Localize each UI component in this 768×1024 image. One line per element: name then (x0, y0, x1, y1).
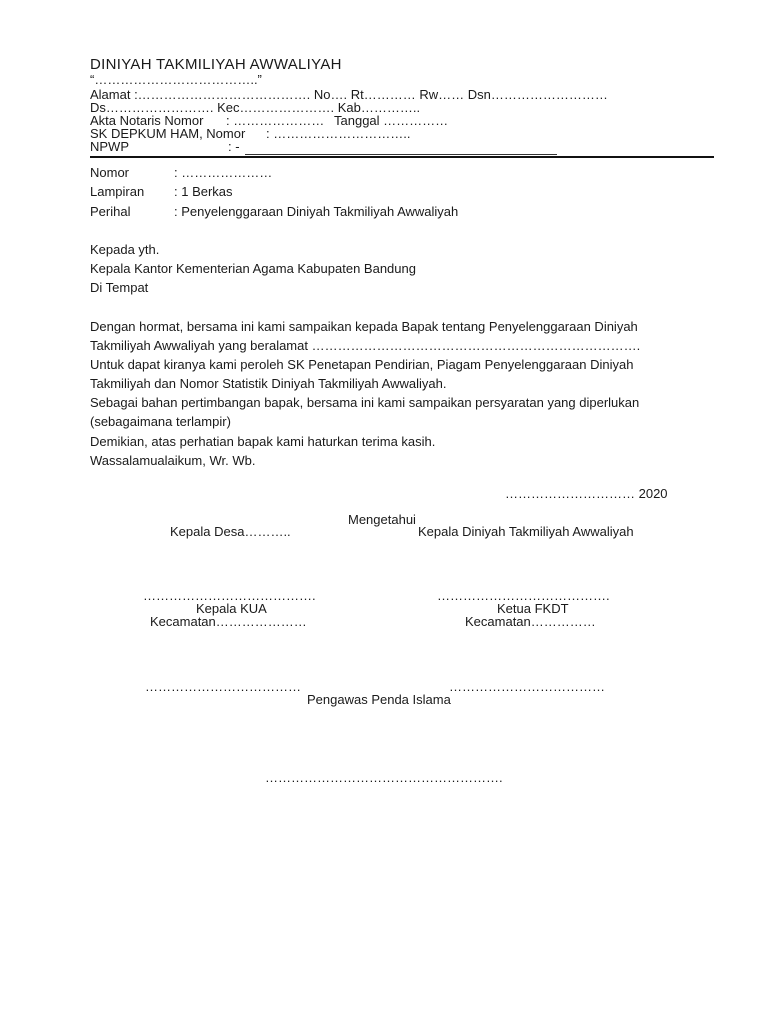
letter-date: ………………………… 2020 (505, 486, 668, 501)
address-line: Alamat :…………………………………. No…. Rt………… Rw…… Dsn……………………… (90, 87, 608, 102)
recipient-greeting: Kepada yth. (90, 242, 160, 257)
perihal-label: Perihal (90, 204, 131, 219)
body-line-6: (sebagaimana terlampir) (90, 414, 231, 429)
npwp-value: : - (228, 139, 240, 154)
lampiran-label: Lampiran (90, 184, 145, 199)
nomor-value: : ………………… (174, 165, 273, 180)
body-line-3: Untuk dapat kiranya kami peroleh SK Penetapan Pendirian, Piagam Penyelenggaraan Diniyah (90, 357, 634, 372)
kepala-desa-title: Kepala Desa……….. (170, 524, 291, 539)
institution-name-placeholder: “………………………………..” (90, 72, 262, 87)
letterhead-title: DINIYAH TAKMILIYAH AWWALIYAH (90, 56, 342, 73)
closing-salutation: Wassalamualaikum, Wr. Wb. (90, 453, 256, 468)
recipient-office: Kepala Kantor Kementerian Agama Kabupaten Bandung (90, 261, 416, 276)
body-line-4: Takmiliyah dan Nomor Statistik Diniyah Takmiliyah Awwaliyah. (90, 376, 447, 391)
signature-dots-right: …………………………………. (437, 588, 610, 603)
mengetahui-label: Mengetahui (348, 512, 416, 527)
body-line-2: Takmiliyah Awwaliyah yang beralamat …………………………………………………………………. (90, 338, 641, 353)
ketua-fkdt-title: Ketua FKDT (497, 601, 569, 616)
signature-dots-left-2: ……………………………… (145, 679, 301, 694)
letterhead-thin-rule (245, 154, 557, 155)
district-line: Ds……………………. Kec…………………. Kab………….. (90, 100, 421, 115)
lampiran-value: : 1 Berkas (174, 184, 233, 199)
body-line-7: Demikian, atas perhatian bapak kami haturkan terima kasih. (90, 434, 436, 449)
signature-dots-left: …………………………………. (143, 588, 316, 603)
kepala-kua-title: Kepala KUA (196, 601, 267, 616)
akta-label: Akta Notaris Nomor (90, 113, 204, 128)
letterhead-rule (90, 156, 714, 158)
signature-dots-right-2: ……………………………… (449, 679, 605, 694)
signature-dots-bottom: ………………………………………………. (265, 770, 503, 785)
kecamatan-left: Kecamatan………………… (150, 614, 307, 629)
akta-value: : ………………… (226, 113, 325, 128)
sk-label: SK DEPKUM HAM, Nomor (90, 126, 246, 141)
body-line-1: Dengan hormat, bersama ini kami sampaikan kepada Bapak tentang Penyelenggaraan Diniyah (90, 319, 638, 334)
nomor-label: Nomor (90, 165, 130, 180)
npwp-label: NPWP (90, 139, 129, 154)
perihal-value: : Penyelenggaraan Diniyah Takmiliyah Awwaliyah (174, 204, 459, 219)
kepala-diniyah-title: Kepala Diniyah Takmiliyah Awwaliyah (418, 524, 634, 539)
sk-value: : ………………………….. (266, 126, 411, 141)
akta-date: Tanggal …………… (334, 113, 449, 128)
pengawas-title: Pengawas Penda Islama (307, 692, 451, 707)
body-line-5: Sebagai bahan pertimbangan bapak, bersama ini kami sampaikan persyaratan yang diperlukan (90, 395, 640, 410)
kecamatan-right: Kecamatan…………… (465, 614, 596, 629)
recipient-place: Di Tempat (90, 280, 149, 295)
